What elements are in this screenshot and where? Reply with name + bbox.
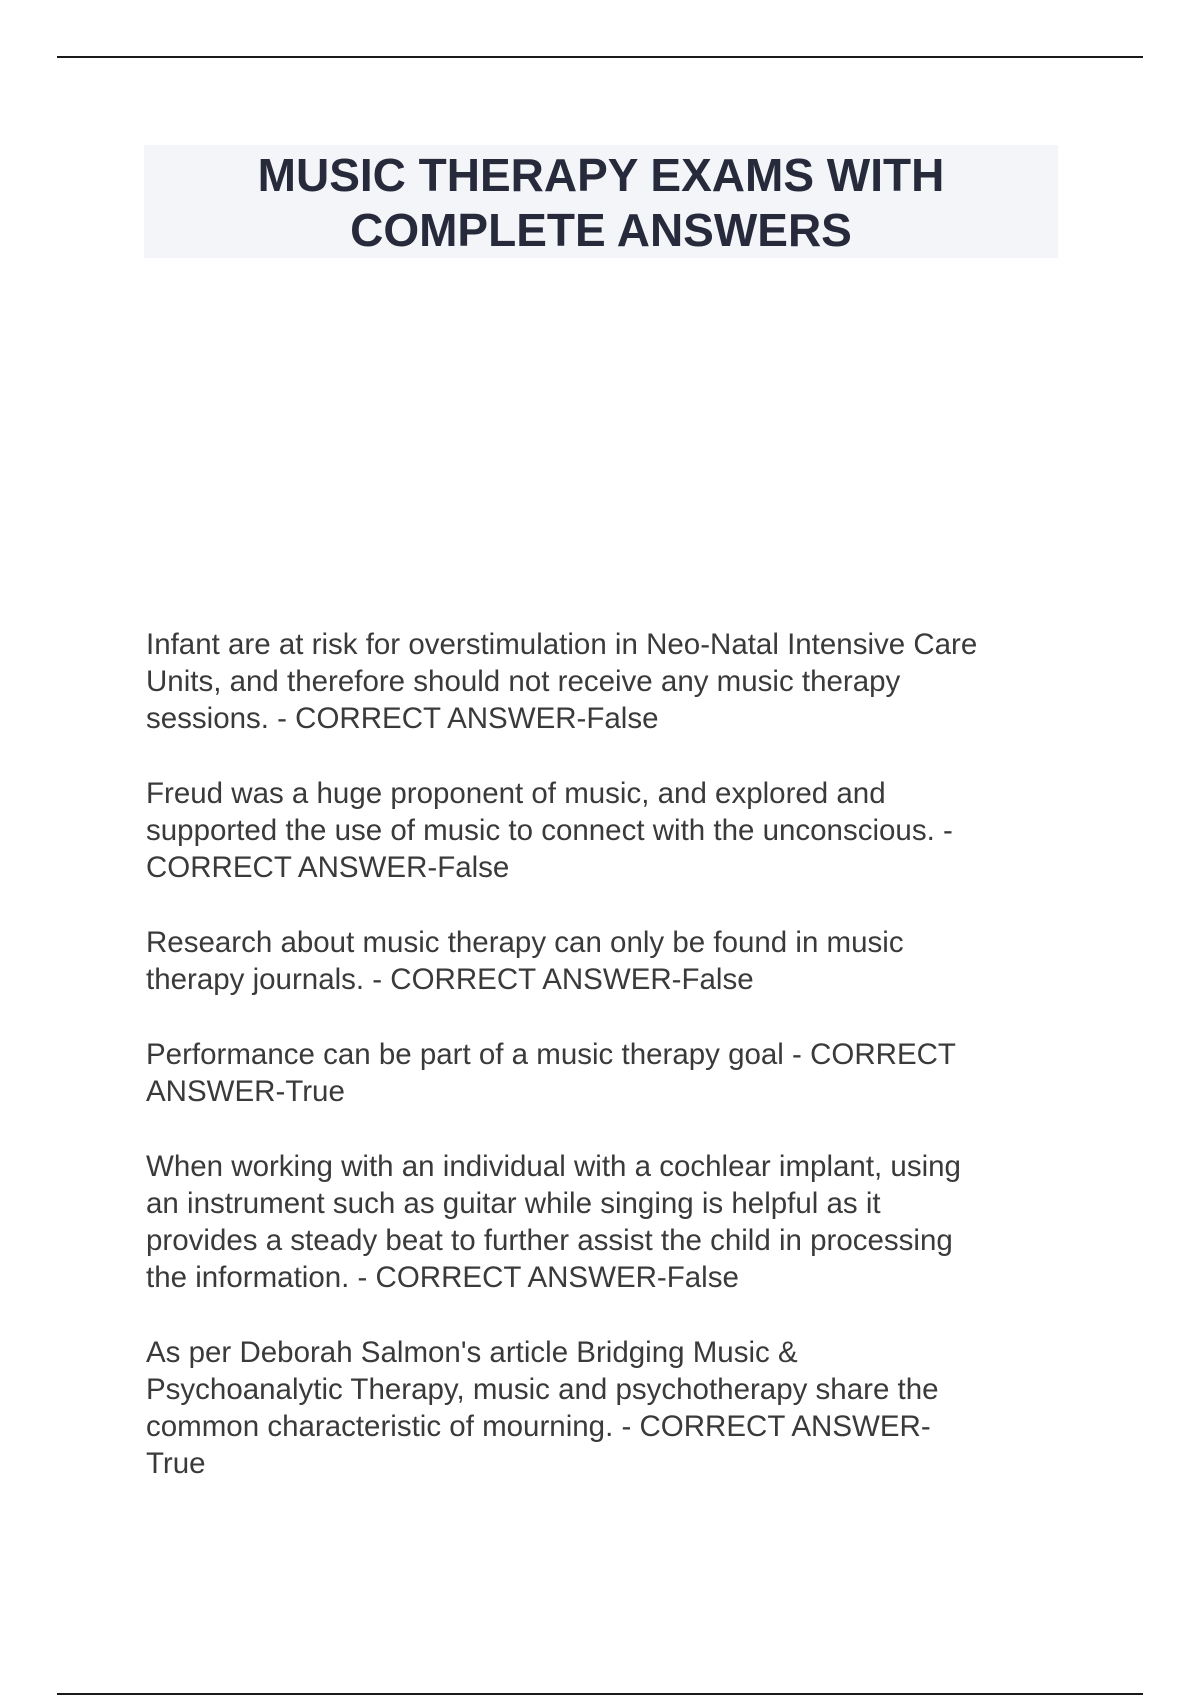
question-item-1: Infant are at risk for overstimulation in Neo-Natal Intensive Care Units, and therefore should not receive any music therapy sessions. - CORRECT ANSWER-False (146, 628, 978, 735)
document-title-line-2: COMPLETE ANSWERS (350, 204, 852, 256)
document-title-line-1: MUSIC THERAPY EXAMS WITH (257, 149, 945, 201)
question-item-5: When working with an individual with a cochlear implant, using an instrument such as guitar while singing is helpful as it provides a steady beat to further assist the child in processing the information. - CORRECT ANSWER-False (146, 1150, 961, 1294)
question-item-6: As per Deborah Salmon's article Bridging Music & Psychoanalytic Therapy, music and psychotherapy share the common characteristic of mourning. - CORRECT ANSWER- True (146, 1336, 939, 1480)
bottom-divider (57, 1693, 1143, 1695)
top-divider (57, 56, 1143, 58)
question-answer-list (146, 626, 1066, 1520)
question-item-3: Research about music therapy can only be found in music therapy journals. - CORRECT ANSWER-False (146, 926, 904, 996)
document-title-banner (144, 145, 1058, 258)
question-item-4: Performance can be part of a music therapy goal - CORRECT ANSWER-True (146, 1038, 956, 1108)
question-item-2: Freud was a huge proponent of music, and explored and supported the use of music to connect with the unconscious. - CORRECT ANSWER-False (146, 777, 953, 884)
